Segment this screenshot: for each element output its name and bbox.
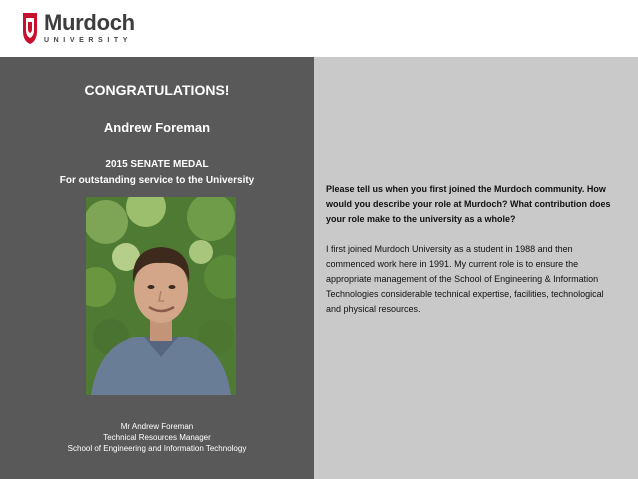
portrait-photo — [86, 197, 236, 395]
awardee-name: Andrew Foreman — [103, 120, 211, 135]
medal-info — [0, 157, 314, 189]
medal-title: 2015 SENATE MEDAL — [105, 159, 209, 170]
interview-text — [326, 182, 620, 317]
interview-answer: I first joined Murdoch University as a student in 1988 and then commenced work here in 1991. My current role is to ensure the appropriate management of the School of Engineering & Information Technologies considerable technical expertise, facilities, technological and physical resources. — [326, 244, 604, 314]
caption-name: Mr Andrew Foreman — [120, 422, 194, 431]
portrait-illustration — [86, 197, 236, 395]
logo-name: Murdoch — [44, 10, 135, 35]
photo-caption — [0, 421, 314, 454]
interview-panel — [314, 57, 638, 479]
murdoch-logo[interactable] — [22, 8, 135, 48]
logo-text — [44, 12, 135, 44]
awardee-panel — [0, 57, 314, 479]
crest-icon — [22, 11, 38, 45]
header — [0, 0, 638, 57]
logo-subtitle: UNIVERSITY — [44, 37, 133, 44]
caption-school: School of Engineering and Information Technology — [67, 444, 247, 453]
caption-role: Technical Resources Manager — [103, 433, 211, 442]
interview-question: Please tell us when you first joined the Murdoch community. How would you describe your role at Murdoch? What contribution does your role make to the university as a whole? — [326, 184, 611, 224]
congratulations-heading: CONGRATULATIONS! — [84, 82, 230, 98]
medal-reason: For outstanding service to the University — [59, 175, 255, 186]
